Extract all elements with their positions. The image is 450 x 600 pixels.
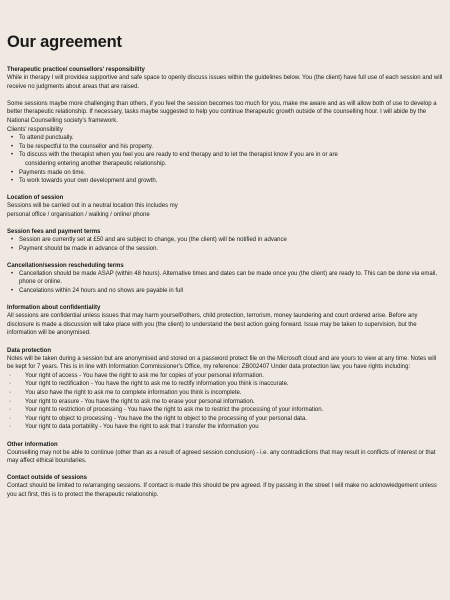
list-item: · Your right to object to processing - You have the the right to object to the processing of your personal data. (25, 415, 444, 424)
cancellation-list (7, 270, 444, 296)
location-section (7, 194, 444, 219)
list-item: · You also have the right to ask me to complete information you think is incomplete. (25, 389, 444, 398)
paragraph: Some sessions maybe more challenging than others, if you feel the session becomes too much for you, make me aware and as will allow both of use to develop a better therapeutic relationship. If necessary, tasks maybe suggested to help you continue therapeutic growth outside of the counselling hour. I will abide by the National Counselling society's framework. (7, 100, 437, 124)
paragraph: Counselling may not be able to continue (other than as a result of agreed session conclusion) - i.e. any contradictions that may result in conflicts of interest or that may affect ethical boundaries. (7, 449, 436, 465)
section-heading: Data protection (7, 347, 52, 354)
section-heading: Session fees and payment terms (7, 229, 101, 236)
fees-list (7, 236, 444, 253)
section-heading: Cancellation/session rescheduling terms (7, 262, 124, 269)
list-item: · Your right to erasure - You have the right to ask me to erase your personal information. (25, 398, 444, 407)
list-item: • Payments made on time. (19, 169, 444, 178)
list-item: • To be respectful to the counsellor and his property. (19, 143, 444, 152)
list-item: • To work towards your own development and growth. (19, 177, 444, 186)
section-heading: Therapeutic practice/ counsellors' responsibility (7, 67, 145, 73)
section-heading: Information about confidentiality (7, 305, 101, 312)
list-item: · Your right of access - You have the right to ask me for copies of your personal information. (25, 372, 444, 381)
responsibility-list (7, 134, 444, 186)
paragraph: All sessions are confidential unless issues that may harm yourself/others, child protection, terrorism, money laundering and court ordered arise. Before any disclosure is made a discussion will take place with you (the client) to understand the best action going forward. Issue may be taken to supervision, but the information will be anonymised. (7, 313, 418, 337)
list-item: · Your right to rectification - You have the right to ask me to rectify information you think is inaccurate. (25, 380, 444, 389)
therapeutic-section (7, 66, 444, 186)
confidentiality-section (7, 304, 444, 338)
list-item: • To attend punctually. (19, 134, 444, 143)
other-information-section (7, 441, 444, 466)
paragraph: Sessions will be carried out in a neutral location this includes my (7, 203, 178, 210)
list-item: • Payment should be made in advance of the session. (19, 245, 444, 254)
paragraph: While in therapy I will providea supportive and safe space to openly discuss issues within the guidelines below. You (the client) have full use of each session and will receive no judgments about areas that are raised. (7, 75, 443, 90)
rights-list (7, 372, 444, 432)
section-heading: Other information (7, 441, 58, 448)
clients-responsibility-label: Clients' responsibility (7, 126, 63, 133)
list-item: • Session are currently set at £50 and are subject to change, you (the client) will be notified in advance (19, 236, 444, 245)
section-heading: Location of session (7, 195, 64, 202)
fees-section (7, 228, 444, 253)
data-protection-section (7, 347, 444, 432)
list-item: · Your right to data portability - You have the right to ask that I transfer the information you (25, 423, 444, 432)
paragraph: Contact should be limited to re/arranging sessions. If contact is made this should be pre agreed. If by passing in the street I will make no acknowledgement unless you act first, this is to protect the therapeutic relationship. (7, 483, 437, 498)
page-title: Our agreement (7, 33, 122, 51)
list-item-continuation: considering entering another therapeutic relationship. (25, 160, 167, 167)
paragraph: Notes will be taken during a session but are anonymised and stored on a password protect file on the Microsoft cloud and are yours to view at any time. Notes will be kept for 7 years. This is in line with Information Commissioner's Office, my reference: ZB002407 Under data protection law, you have rights including: (7, 355, 437, 371)
section-heading: Contact outside of sessions (7, 475, 88, 482)
cancellation-section (7, 262, 444, 296)
contact-section (7, 474, 444, 499)
list-item: • Cancellation should be made ASAP (within 48 hours). Alternative times and dates can be made once you (the client) are ready to. This can be done via email, phone or online. (19, 270, 444, 287)
paragraph: personal office / organisation / walking / online/ phone (7, 211, 150, 218)
list-item: • Cancelations within 24 hours and no shows are payable in full (19, 287, 444, 296)
list-item: · Your right to restriction of processing - You have the right to ask me to restrict the processing of your information. (25, 406, 444, 415)
list-item-text: To discuss with the therapist when you feel you are ready to end therapy and to let the therapist know if you are in or are (19, 152, 338, 159)
list-item (19, 151, 444, 168)
